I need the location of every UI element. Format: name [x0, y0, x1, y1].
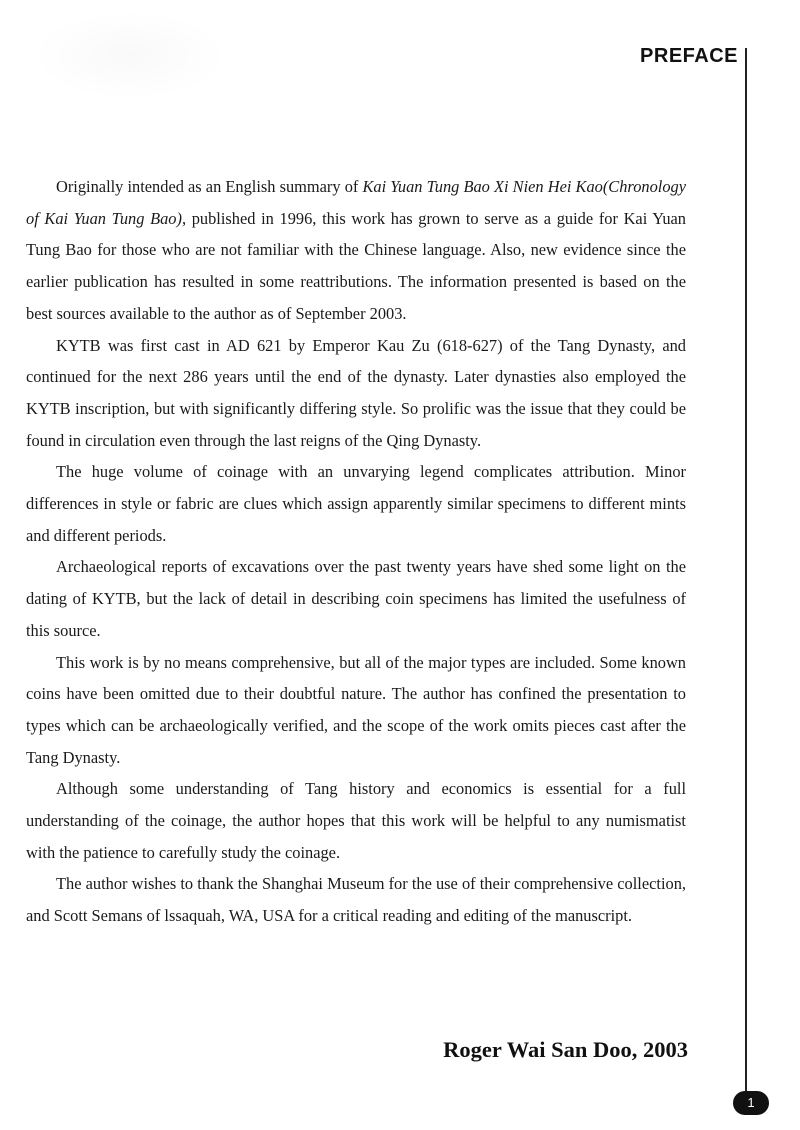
- paper-smudge: [30, 10, 230, 100]
- page-heading: PREFACE: [640, 45, 738, 67]
- book-title: Kai Yuan Tung Bao Xi Nien Hei Kao(Chronology of Kai Yuan Tung Bao): [26, 177, 687, 228]
- vertical-rule: [745, 48, 747, 1108]
- paragraph-1-intro: Originally intended as an English summary of: [56, 177, 363, 196]
- paragraph-1: [26, 171, 686, 330]
- paragraph-2: KYTB was first cast in AD 621 by Emperor Kau Zu (618-627) of the Tang Dynasty, and continued for the next 286 years until the end of the dynasty. Later dynasties also employed the KYTB inscription, but with significantly differing style. So prolific was the issue that they could be found in circulation even through the last reigns of the Qing Dynasty.: [26, 335, 686, 450]
- author-signature: Roger Wai San Doo, 2003: [443, 1037, 688, 1062]
- paragraph-7: The author wishes to thank the Shanghai Museum for the use of their comprehensive collection, and Scott Semans of lssaquah, WA, USA for a critical reading and editing of the manuscript.: [26, 874, 686, 926]
- paragraph-3: The huge volume of coinage with an unvarying legend complicates attribution. Minor differences in style or fabric are clues which assign apparently similar specimens to different mints and different periods.: [26, 462, 686, 545]
- paragraph-6: Although some understanding of Tang history and economics is essential for a full understanding of the coinage, the author hopes that this work will be helpful to any numismatist with the patience to carefully study the coinage.: [26, 779, 686, 862]
- paragraph-1-rest: , published in 1996, this work has grown to serve as a guide for Kai Yuan Tung Bao for those who are not familiar with the Chinese language. Also, new evidence since the earlier publication has resulted in some reattributions. The information presented is based on the best sources available to the author as of September 2003.: [26, 208, 686, 323]
- paragraph-4: Archaeological reports of excavations over the past twenty years have shed some light on the dating of KYTB, but the lack of detail in describing coin specimens has limited the usefulness of this source.: [26, 557, 686, 640]
- paragraph-5: This work is by no means comprehensive, but all of the major types are included. Some known coins have been omitted due to their doubtful nature. The author has confined the presentation to types which can be archaeologically verified, and the scope of the work omits pieces cast after the Tang Dynasty.: [26, 652, 686, 767]
- page-number-badge: 1: [733, 1091, 769, 1115]
- preface-body: [26, 171, 686, 932]
